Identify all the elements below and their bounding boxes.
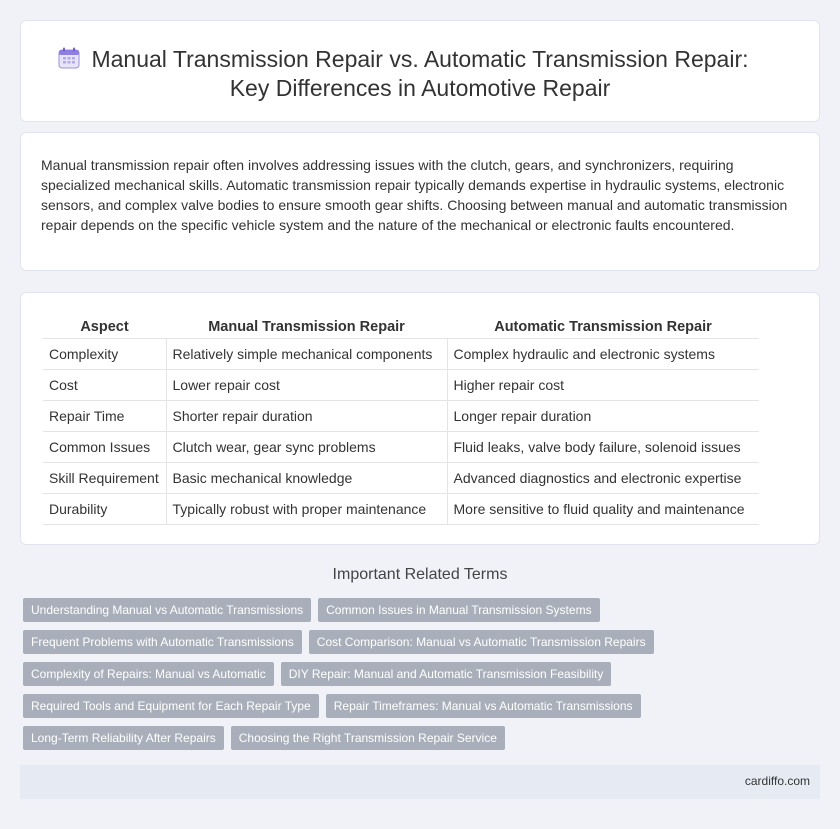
header-aspect: Aspect [43, 316, 166, 338]
title-line-1: Manual Transmission Repair vs. Automatic Transmission Repair: [91, 46, 749, 72]
header-automatic: Automatic Transmission Repair [447, 316, 759, 338]
page-title [21, 45, 819, 103]
cell-manual: Typically robust with proper maintenance [166, 493, 447, 524]
cell-aspect: Cost [43, 369, 166, 400]
comparison-table [43, 316, 759, 525]
footer [20, 765, 820, 799]
table-header-row [43, 316, 759, 338]
header-card [20, 20, 820, 122]
cell-automatic: More sensitive to fluid quality and maintenance [447, 493, 759, 524]
cell-manual: Basic mechanical knowledge [166, 462, 447, 493]
cell-automatic: Complex hydraulic and electronic systems [447, 338, 759, 369]
title-line-2: Key Differences in Automotive Repair [229, 75, 611, 101]
cell-automatic: Advanced diagnostics and electronic expertise [447, 462, 759, 493]
intro-card [20, 132, 820, 271]
cell-automatic: Fluid leaks, valve body failure, solenoid issues [447, 431, 759, 462]
table-row [43, 338, 759, 369]
cell-aspect: Durability [43, 493, 166, 524]
cell-automatic: Higher repair cost [447, 369, 759, 400]
cell-manual: Relatively simple mechanical components [166, 338, 447, 369]
cell-aspect: Skill Requirement [43, 462, 166, 493]
related-terms-list [23, 598, 823, 750]
related-term-tag[interactable]: Understanding Manual vs Automatic Transmissions [23, 598, 311, 622]
cell-manual: Clutch wear, gear sync problems [166, 431, 447, 462]
related-term-tag[interactable]: Cost Comparison: Manual vs Automatic Transmission Repairs [309, 630, 654, 654]
table-row [43, 369, 759, 400]
cell-manual: Shorter repair duration [166, 400, 447, 431]
related-term-tag[interactable]: Complexity of Repairs: Manual vs Automatic [23, 662, 274, 686]
related-term-tag[interactable]: Common Issues in Manual Transmission Systems [318, 598, 599, 622]
comparison-card [20, 292, 820, 545]
related-term-tag[interactable]: Required Tools and Equipment for Each Repair Type [23, 694, 319, 718]
cell-aspect: Complexity [43, 338, 166, 369]
cell-manual: Lower repair cost [166, 369, 447, 400]
cell-aspect: Common Issues [43, 431, 166, 462]
table-row [43, 400, 759, 431]
related-term-tag[interactable]: Long-Term Reliability After Repairs [23, 726, 224, 750]
related-term-tag[interactable]: Choosing the Right Transmission Repair Service [231, 726, 505, 750]
table-row [43, 462, 759, 493]
footer-site-link[interactable]: cardiffo.com [744, 774, 810, 788]
related-term-tag[interactable]: Frequent Problems with Automatic Transmissions [23, 630, 302, 654]
related-term-tag[interactable]: Repair Timeframes: Manual vs Automatic Transmissions [326, 694, 641, 718]
intro-paragraph: Manual transmission repair often involves addressing issues with the clutch, gears, and synchronizers, requiring specialized mechanical skills. Automatic transmission repair typically demands expertise in hydraulic systems, electronic sensors, and complex valve bodies to ensure smooth gear shifts. Choosing between manual and automatic transmission repair depends on the specific vehicle system and the nature of the mechanical or electronic faults encountered. [41, 157, 788, 233]
header-manual: Manual Transmission Repair [166, 316, 447, 338]
table-row [43, 493, 759, 524]
cell-aspect: Repair Time [43, 400, 166, 431]
related-term-tag[interactable]: DIY Repair: Manual and Automatic Transmission Feasibility [281, 662, 612, 686]
cell-automatic: Longer repair duration [447, 400, 759, 431]
table-row [43, 431, 759, 462]
related-terms-title: Important Related Terms [332, 566, 508, 583]
